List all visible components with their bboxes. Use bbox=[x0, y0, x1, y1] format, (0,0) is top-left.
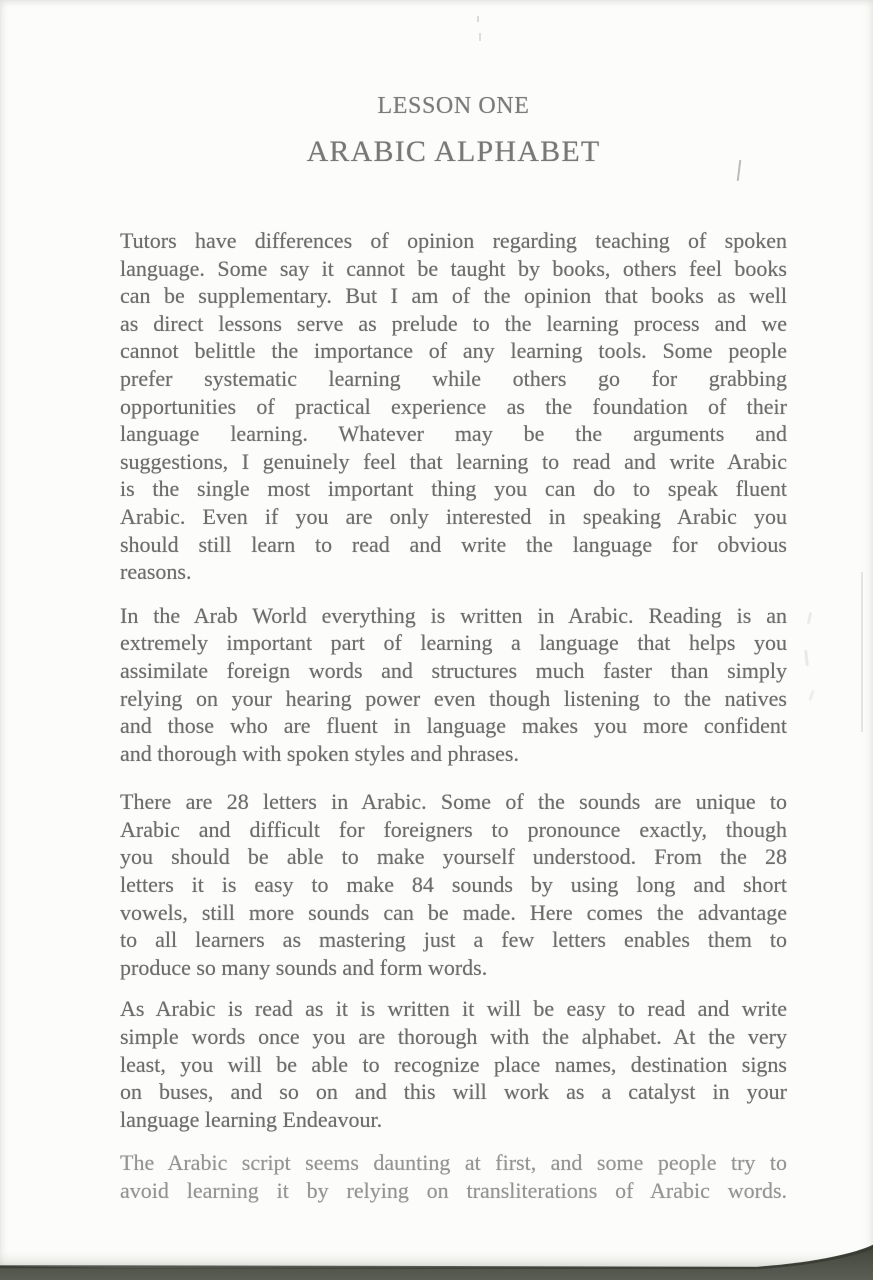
text-line: simple words once you are thorough with the alphabet. At the very bbox=[120, 1024, 787, 1050]
text-line: assimilate foreign words and structures much faster than simply bbox=[120, 657, 787, 683]
text-line: least, you will be able to recognize place names, destination signs bbox=[120, 1051, 787, 1077]
text-line: avoid learning it by relying on transliterations of Arabic words. bbox=[120, 1178, 787, 1203]
text-line: letters it is easy to make 84 sounds by using long and short bbox=[120, 872, 787, 898]
text-line: relying on your hearing power even though listening to the natives bbox=[120, 685, 787, 711]
scan-speck bbox=[477, 16, 479, 22]
text-line: and thorough with spoken styles and phrases. bbox=[120, 740, 519, 766]
text-line: is the single most important thing you can do to speak fluent bbox=[120, 476, 787, 502]
text-line: to all learners as mastering just a few letters enables them to bbox=[120, 927, 787, 953]
text-line: language. Some say it cannot be taught by books, others feel books bbox=[120, 255, 787, 281]
text-line: reasons. bbox=[120, 559, 192, 585]
paragraph bbox=[120, 602, 787, 768]
heading-block bbox=[120, 93, 787, 169]
text-line: Arabic and difficult for foreigners to pronounce exactly, though bbox=[120, 816, 787, 842]
text-line: The Arabic script seems daunting at first, and some people try to bbox=[120, 1150, 787, 1176]
page-content bbox=[0, 93, 873, 1205]
page-curl-shadow bbox=[0, 1248, 873, 1266]
text-line: as direct lessons serve as prelude to the learning process and we bbox=[120, 310, 787, 336]
paragraph bbox=[120, 227, 787, 586]
text-line: Tutors have differences of opinion regarding teaching of spoken bbox=[120, 228, 787, 253]
text-line: opportunities of practical experience as the foundation of their bbox=[120, 393, 787, 419]
text-line: In the Arab World everything is written in Arabic. Reading is an bbox=[120, 602, 787, 628]
text-line: language learning Endeavour. bbox=[120, 1106, 383, 1132]
text-line: and those who are fluent in language makes you more confident bbox=[120, 713, 787, 739]
body-paragraphs bbox=[120, 227, 787, 1205]
text-line: vowels, still more sounds can be made. Here comes the advantage bbox=[120, 899, 787, 925]
text-line: cannot belittle the importance of any learning tools. Some people bbox=[120, 338, 787, 364]
lesson-label: LESSON ONE bbox=[377, 93, 530, 119]
text-line: extremely important part of learning a language that helps you bbox=[120, 630, 787, 656]
text-line: on buses, and so on and this will work as a catalyst in your bbox=[120, 1079, 787, 1105]
scan-edge-bottom bbox=[0, 1232, 873, 1280]
text-line: you should be able to make yourself understood. From the 28 bbox=[120, 844, 787, 870]
text-line: There are 28 letters in Arabic. Some of the sounds are unique to bbox=[120, 789, 787, 815]
paragraph bbox=[120, 788, 787, 981]
page-title: ARABIC ALPHABET bbox=[306, 135, 601, 168]
scan-speck bbox=[479, 33, 481, 41]
text-line: Arabic. Even if you are only interested in speaking Arabic you bbox=[120, 503, 787, 529]
text-line: produce so many sounds and form words. bbox=[120, 954, 488, 980]
text-line: language learning. Whatever may be the arguments and bbox=[120, 421, 787, 447]
paragraph bbox=[120, 995, 787, 1133]
text-line: suggestions, I genuinely feel that learning to read and write Arabic bbox=[120, 448, 787, 474]
paragraph bbox=[120, 1149, 787, 1204]
text-line: can be supplementary. But I am of the opinion that books as well bbox=[120, 283, 787, 309]
text-line: As Arabic is read as it is written it will be easy to read and write bbox=[120, 996, 787, 1022]
text-line: prefer systematic learning while others go for grabbing bbox=[120, 365, 787, 391]
text-line: should still learn to read and write the language for obvious bbox=[120, 531, 787, 557]
